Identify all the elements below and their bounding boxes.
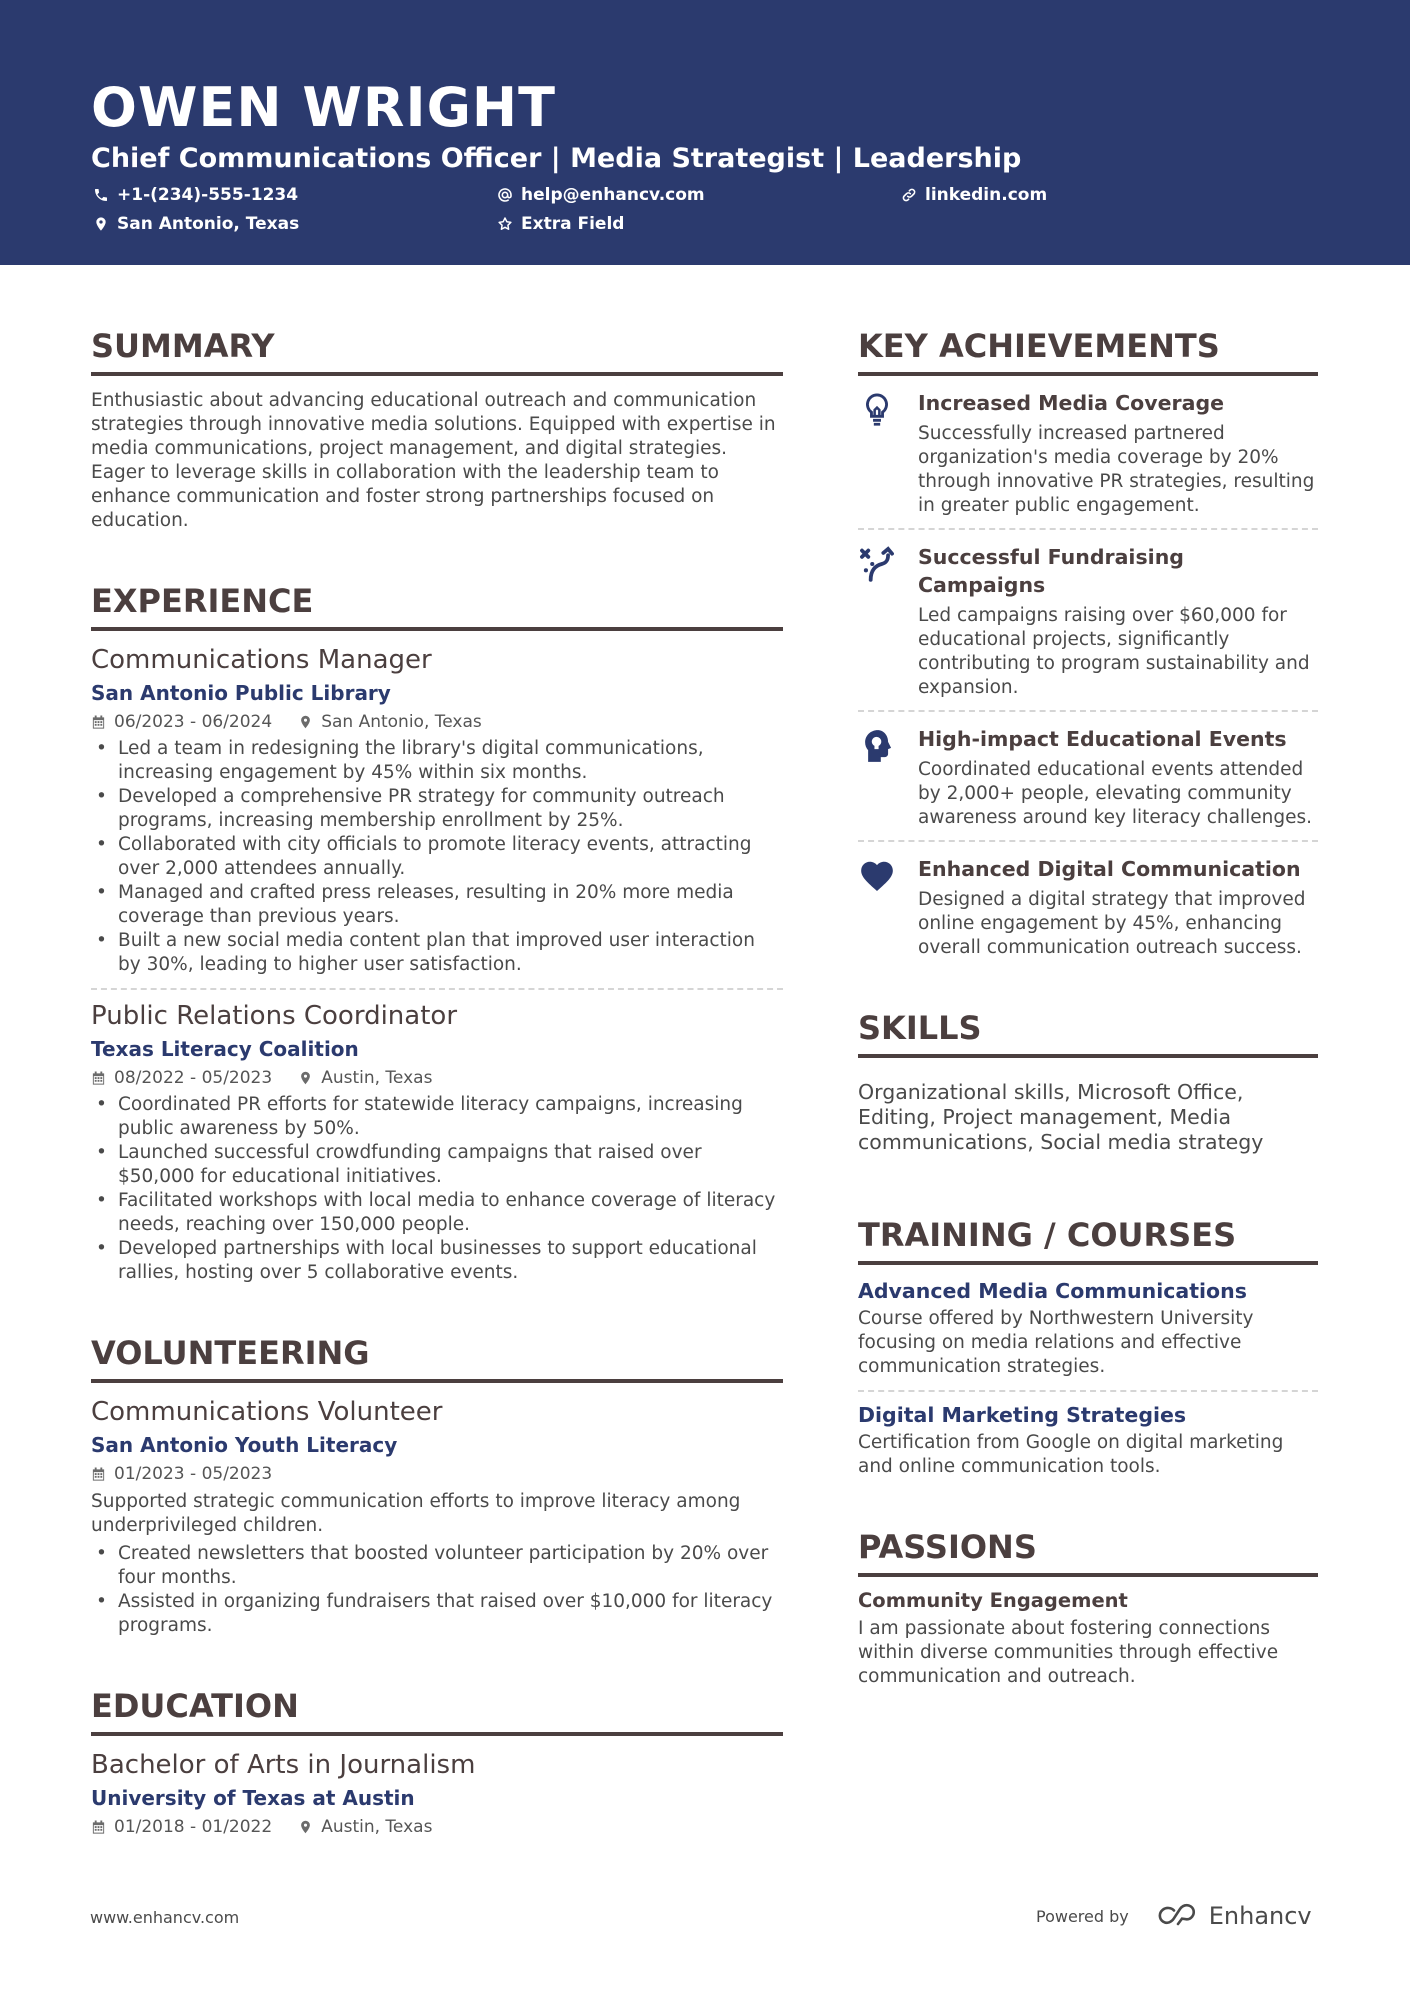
- skills-text: Organizational skills, Microsoft Office, Editing, Project management, Media communications, Social media strategy: [858, 1080, 1264, 1154]
- volunteering-heading: VOLUNTEERING: [91, 1327, 783, 1383]
- location-pin-icon: [298, 714, 313, 730]
- achievement-icon-wrap: [858, 725, 918, 830]
- date-range: [91, 710, 272, 734]
- achievements-heading: KEY ACHIEVEMENTS: [858, 320, 1318, 376]
- school-name: University of Texas at Austin: [91, 1786, 415, 1810]
- education-meta: [91, 1815, 783, 1839]
- achievement-title: High-impact Educational Events: [918, 727, 1287, 751]
- passion-item: [858, 1587, 1318, 1689]
- education-section: [91, 1680, 783, 1839]
- phone-text: +1-(234)-555-1234: [117, 185, 299, 205]
- left-column: [91, 320, 783, 1839]
- course-desc: Course offered by Northwestern University focusing on media relations and effective communication strategies.: [858, 1308, 1254, 1377]
- skills-heading: SKILLS: [858, 1002, 1318, 1058]
- bullet-item: • Coordinated PR efforts for statewide literacy campaigns, increasing public awareness by 50%.: [91, 1093, 783, 1141]
- degree-title: Bachelor of Arts in Journalism: [91, 1750, 476, 1780]
- achievement-desc: Led campaigns raising over $60,000 for educational projects, significantly contributing to program sustainability and expansion.: [918, 605, 1310, 698]
- candidate-headline: Chief Communications Officer | Media Strategist | Leadership: [91, 143, 1022, 174]
- route-icon: [858, 545, 896, 583]
- achievement-desc: Coordinated educational events attended by 2,000+ people, elevating community awareness around key literacy challenges.: [918, 759, 1312, 828]
- enhancv-logo-icon: [1155, 1903, 1201, 1929]
- bullet-item: • Developed a comprehensive PR strategy for community outreach programs, increasing membership enrollment by 25%.: [91, 785, 783, 833]
- training-heading: TRAINING / COURSES: [858, 1209, 1318, 1265]
- passions-section: [858, 1521, 1318, 1689]
- entry-divider: [91, 988, 783, 990]
- location-pin-icon: [93, 216, 109, 232]
- date-text: 06/2023 - 06/2024: [114, 712, 273, 732]
- resume-header: [0, 0, 1410, 265]
- course-desc: Certification from Google on digital marketing and online communication tools.: [858, 1432, 1284, 1477]
- phone-icon: [93, 187, 109, 203]
- brand-logo[interactable]: [1155, 1902, 1312, 1930]
- experience-heading: EXPERIENCE: [91, 575, 783, 631]
- course-title: Digital Marketing Strategies: [858, 1403, 1187, 1427]
- bullet-item: • Assisted in organizing fundraisers that raised over $10,000 for literacy programs.: [91, 1590, 783, 1638]
- education-location: [298, 1815, 432, 1839]
- job-location: [298, 710, 482, 734]
- passions-heading: PASSIONS: [858, 1521, 1318, 1577]
- achievement-title: Increased Media Coverage: [918, 391, 1225, 415]
- summary-section: [91, 320, 783, 533]
- course-title: Advanced Media Communications: [858, 1279, 1247, 1303]
- location-text: San Antonio, Texas: [117, 214, 300, 234]
- summary-text: Enthusiastic about advancing educational outreach and communication strategies through innovative media solutions. Equipped with expertise in media communications, project management, and digital strategies. Eager to leverage skills in collaboration with the leadership team to enhance communication and foster strong partnerships focused on education.: [91, 390, 776, 531]
- job-location: [298, 1066, 432, 1090]
- bullet-item: • Created newsletters that boosted volunteer participation by 20% over four months.: [91, 1542, 783, 1590]
- achievements-section: [858, 320, 1318, 960]
- date-range: [91, 1066, 272, 1090]
- education-heading: EDUCATION: [91, 1680, 783, 1736]
- bullet-item: • Led a team in redesigning the library's digital communications, increasing engagement by 45% within six months.: [91, 737, 783, 785]
- date-range: [91, 1462, 272, 1486]
- location-text: Austin, Texas: [321, 1068, 433, 1088]
- volunteering-section: [91, 1327, 783, 1638]
- bullet-item: • Launched successful crowdfunding campaigns that raised over $50,000 for educational initiatives.: [91, 1141, 783, 1189]
- date-text: 01/2018 - 01/2022: [114, 1817, 273, 1837]
- achievement-item: [858, 376, 1318, 518]
- job-title: Communications Manager: [91, 645, 432, 675]
- achievement-title: Successful Fundraising Campaigns: [918, 545, 1184, 597]
- bullet-list: [91, 1542, 783, 1638]
- linkedin-text[interactable]: linkedin.com: [925, 185, 1048, 205]
- achievement-item: [858, 842, 1318, 960]
- lightbulb-icon: [858, 391, 896, 429]
- training-section: [858, 1209, 1318, 1479]
- passion-title: Community Engagement: [858, 1589, 1128, 1612]
- brand-name: Enhancv: [1208, 1902, 1312, 1930]
- email-text[interactable]: help@enhancv.com: [521, 185, 705, 205]
- volunteer-description: Supported strategic communication efforts to improve literacy among underprivileged children.: [91, 1491, 741, 1536]
- date-range: [91, 1815, 272, 1839]
- summary-heading: SUMMARY: [91, 320, 783, 376]
- course-divider: [858, 1390, 1318, 1392]
- bullet-item: • Built a new social media content plan that improved user interaction by 30%, leading to higher user satisfaction.: [91, 929, 783, 977]
- bullet-list: [91, 737, 783, 977]
- contact-extra: [497, 213, 624, 235]
- achievement-item: [858, 530, 1318, 700]
- experience-entry: [91, 643, 783, 977]
- contact-linkedin[interactable]: [901, 184, 1047, 206]
- volunteering-entry: [91, 1395, 783, 1638]
- location-text: San Antonio, Texas: [321, 712, 482, 732]
- head-icon: [858, 727, 896, 765]
- job-meta: [91, 710, 783, 734]
- achievement-icon-wrap: [858, 389, 918, 518]
- experience-section: [91, 575, 783, 1285]
- experience-entry: [91, 999, 783, 1285]
- footer-branding: [1036, 1902, 1312, 1930]
- course-item: [858, 1401, 1318, 1479]
- company-name: Texas Literacy Coalition: [91, 1037, 359, 1061]
- bullet-list: [91, 1093, 783, 1285]
- achievement-desc: Designed a digital strategy that improved online engagement by 45%, enhancing overall communication outreach success.: [918, 889, 1306, 958]
- bullet-item: • Developed partnerships with local businesses to support educational rallies, hosting over 5 collaborative events.: [91, 1237, 783, 1285]
- date-text: 08/2022 - 05/2023: [114, 1068, 273, 1088]
- bullet-item: • Managed and crafted press releases, resulting in 20% more media coverage than previous years.: [91, 881, 783, 929]
- achievement-icon-wrap: [858, 543, 918, 700]
- at-icon: [497, 187, 513, 203]
- calendar-icon: [91, 1819, 106, 1835]
- footer-website[interactable]: www.enhancv.com: [90, 1908, 240, 1927]
- achievement-item: [858, 712, 1318, 830]
- right-column: [858, 320, 1318, 1689]
- heart-icon: [858, 857, 896, 895]
- contact-location: [93, 213, 299, 235]
- volunteer-role: Communications Volunteer: [91, 1397, 443, 1427]
- company-name: San Antonio Public Library: [91, 681, 391, 705]
- candidate-name: OWEN WRIGHT: [91, 76, 556, 139]
- skills-section: [858, 1002, 1318, 1155]
- volunteer-meta: [91, 1462, 783, 1486]
- job-meta: [91, 1066, 783, 1090]
- location-pin-icon: [298, 1819, 313, 1835]
- location-pin-icon: [298, 1070, 313, 1086]
- star-icon: [497, 216, 513, 232]
- calendar-icon: [91, 714, 106, 730]
- link-icon: [901, 187, 917, 203]
- contact-email[interactable]: [497, 184, 705, 206]
- job-title: Public Relations Coordinator: [91, 1001, 458, 1031]
- extra-text: Extra Field: [521, 214, 625, 234]
- bullet-item: • Collaborated with city officials to promote literacy events, attracting over 2,000 attendees annually.: [91, 833, 783, 881]
- passion-desc: I am passionate about fostering connections within diverse communities through effective communication and outreach.: [858, 1618, 1279, 1687]
- bullet-item: • Facilitated workshops with local media to enhance coverage of literacy needs, reaching over 150,000 people.: [91, 1189, 783, 1237]
- contact-phone: [93, 184, 298, 206]
- achievement-icon-wrap: [858, 855, 918, 960]
- date-text: 01/2023 - 05/2023: [114, 1464, 273, 1484]
- volunteer-org: San Antonio Youth Literacy: [91, 1433, 398, 1457]
- powered-by-text: Powered by: [1036, 1906, 1129, 1926]
- calendar-icon: [91, 1070, 106, 1086]
- course-item: [858, 1277, 1318, 1379]
- achievement-title: Enhanced Digital Communication: [918, 857, 1301, 881]
- calendar-icon: [91, 1466, 106, 1482]
- education-entry: [91, 1748, 783, 1839]
- location-text: Austin, Texas: [321, 1817, 433, 1837]
- achievement-desc: Successfully increased partnered organization's media coverage by 20% through innovative PR strategies, resulting in greater public engagement.: [918, 423, 1315, 516]
